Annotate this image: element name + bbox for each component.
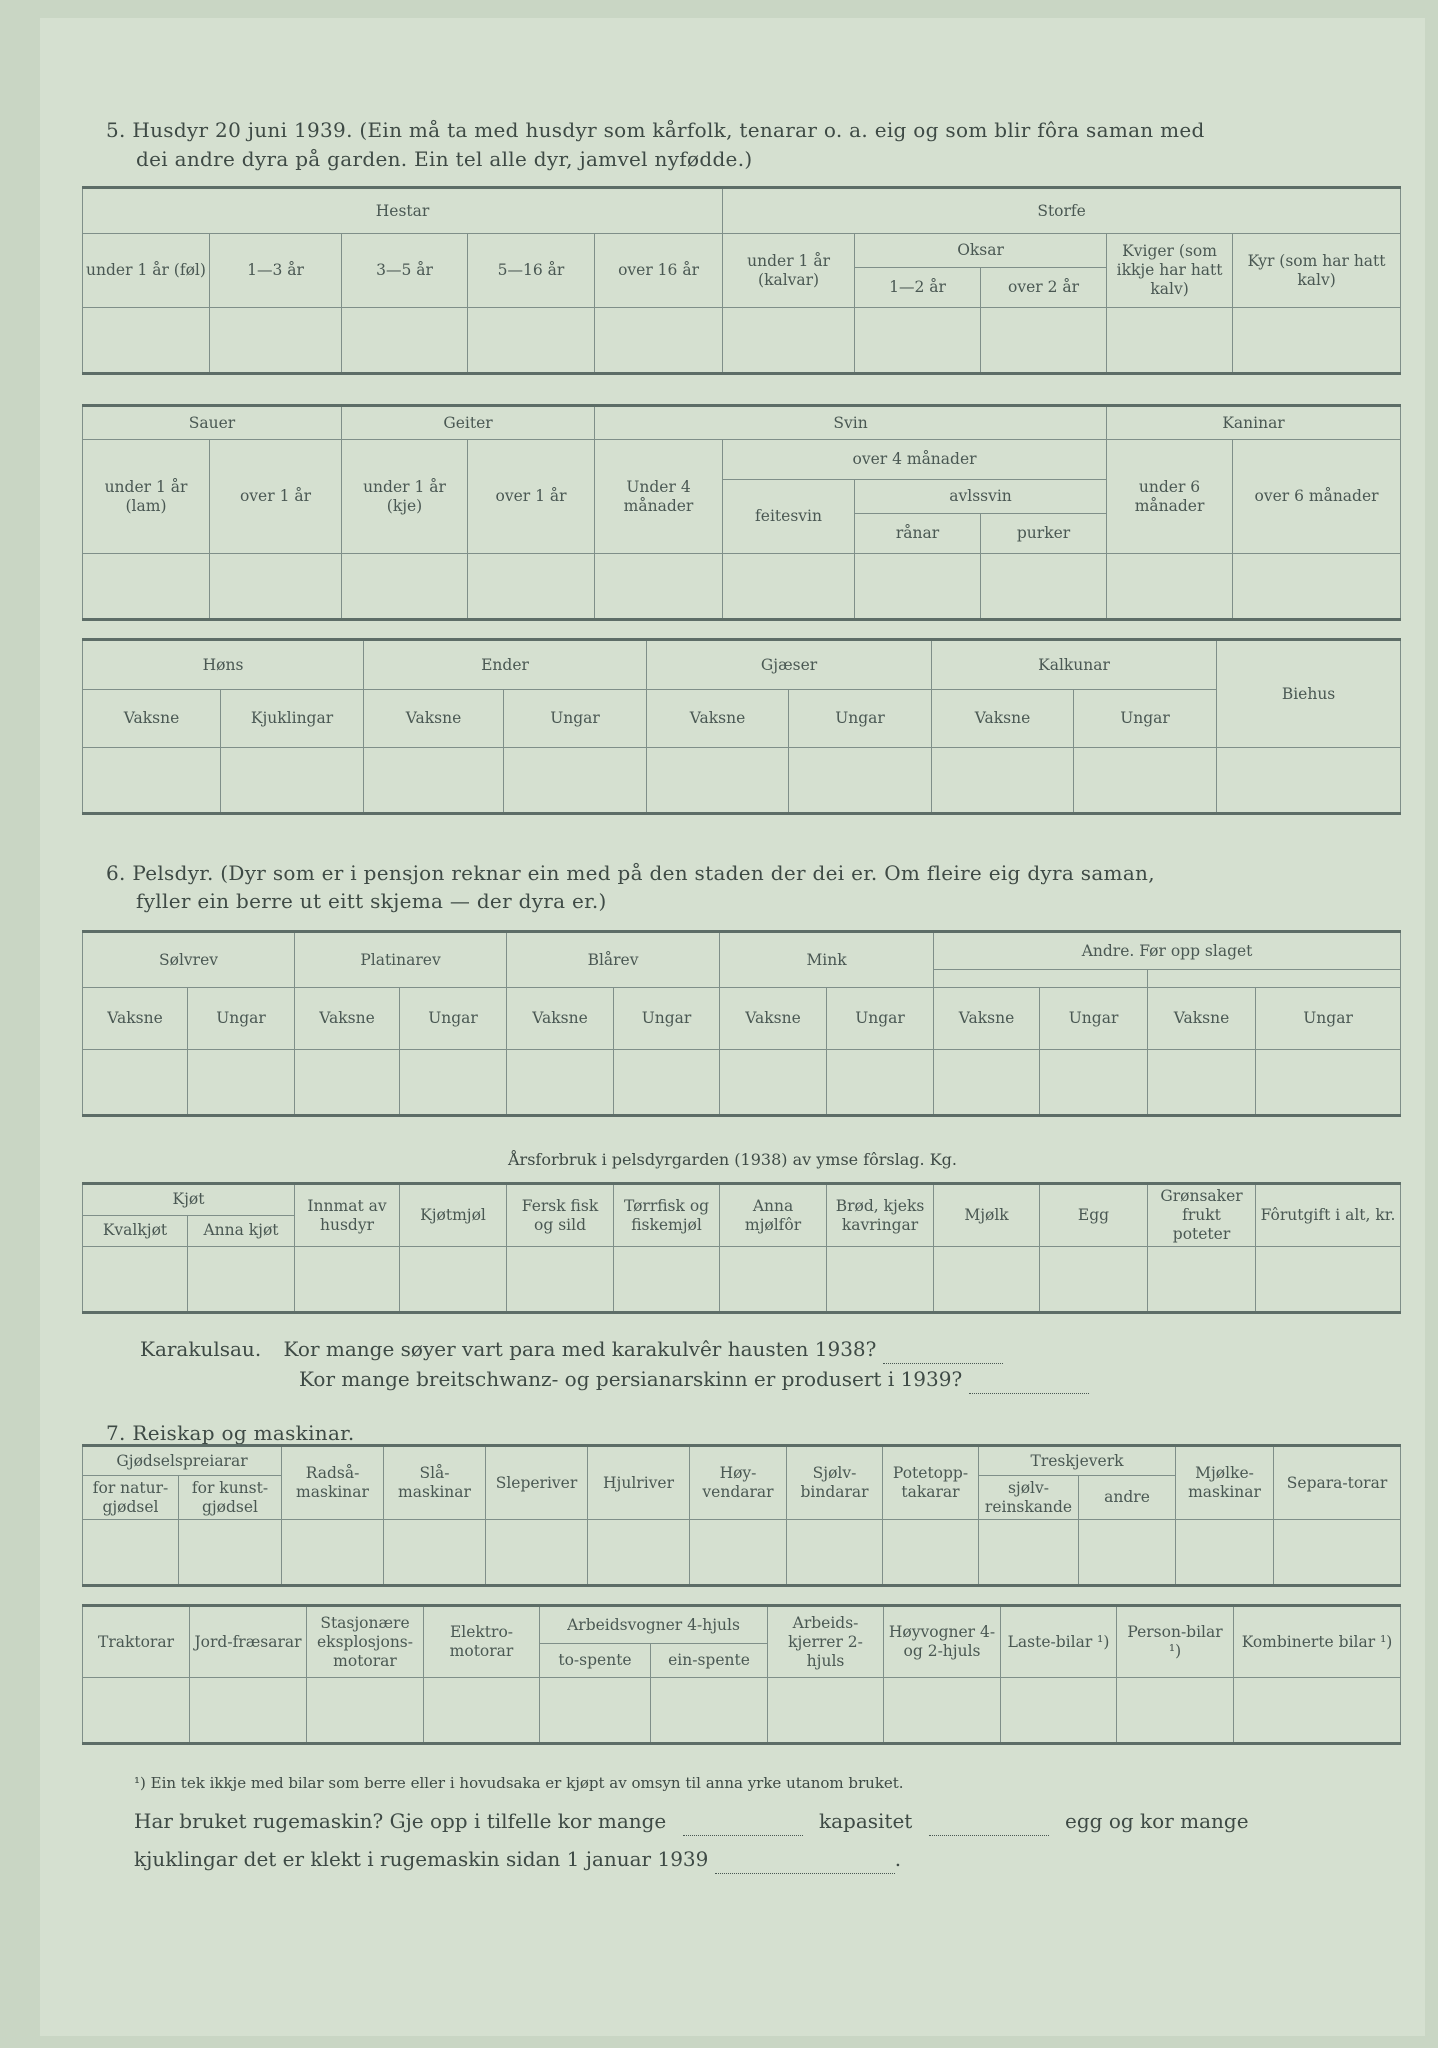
kjot-col-anna-kjot: Anna kjøt [188, 1215, 295, 1247]
kapasitet-label: kapasitet [818, 1809, 913, 1833]
andre-slag-1[interactable] [934, 970, 1148, 988]
col-radsa: Radså-maskinar [282, 1446, 384, 1520]
data-cell[interactable] [723, 554, 855, 620]
platinarev-col-ungar: Ungar [400, 988, 507, 1050]
data-cell[interactable] [1107, 308, 1233, 374]
section-6-title-line-2: fyller ein berre ut eitt skjema — der dyra er.) [136, 889, 607, 913]
col-elektromotorar: Elektro-motorar [424, 1606, 540, 1678]
kjot-col-kvalkjot: Kvalkjøt [83, 1215, 188, 1247]
data-cell[interactable] [1040, 1050, 1148, 1116]
svin-header: Svin [595, 406, 1107, 440]
solvrev-col-vaksne: Vaksne [83, 988, 188, 1050]
data-cell[interactable] [1117, 1678, 1234, 1744]
karakul-question-2: Kor mange breitschwanz- og persianarskinn er produsert i 1939? [299, 1367, 963, 1391]
oksar-col-over-2: over 2 år [981, 268, 1107, 308]
avlssvin-col-ranar: rånar [855, 514, 981, 554]
svin-over-4-header: over 4 månader [723, 440, 1107, 480]
sauer-col-lam: under 1 år (lam) [83, 440, 210, 554]
data-cell[interactable] [342, 308, 468, 374]
data-cell[interactable] [934, 1247, 1040, 1313]
data-cell[interactable] [210, 554, 342, 620]
blarev-col-vaksne: Vaksne [507, 988, 614, 1050]
kjot-header: Kjøt [83, 1184, 295, 1216]
data-cell[interactable] [400, 1247, 507, 1313]
data-cell[interactable] [307, 1678, 424, 1744]
kjuklingar-question: kjuklingar det er klekt i rugemaskin sidan 1 januar 1939 [134, 1847, 709, 1871]
feed-col-gronsaker: Grønsaker frukt poteter [1148, 1184, 1256, 1247]
data-cell[interactable] [690, 1520, 787, 1586]
data-cell[interactable] [855, 308, 981, 374]
data-cell[interactable] [827, 1050, 934, 1116]
geiter-header: Geiter [342, 406, 595, 440]
data-cell[interactable] [1079, 1520, 1176, 1586]
col-separatorar: Separa-torar [1274, 1446, 1401, 1520]
tresk-col-sjolvreinskande: sjølv-reinskande [979, 1476, 1079, 1520]
solvrev-header: Sølvrev [83, 932, 295, 988]
data-cell[interactable] [932, 748, 1074, 814]
data-cell[interactable] [720, 1247, 827, 1313]
data-cell[interactable] [1176, 1520, 1274, 1586]
data-cell[interactable] [1040, 1247, 1148, 1313]
feed-col-egg: Egg [1040, 1184, 1148, 1247]
data-cell[interactable] [364, 748, 504, 814]
karakul-line-1 [140, 1334, 1003, 1364]
data-cell[interactable] [83, 1678, 190, 1744]
data-cell[interactable] [768, 1678, 884, 1744]
data-cell[interactable] [1234, 1678, 1401, 1744]
data-cell[interactable] [507, 1050, 614, 1116]
data-cell[interactable] [384, 1520, 486, 1586]
data-cell[interactable] [83, 554, 210, 620]
section-6-title-line-1: 6. Pelsdyr. (Dyr som er i pensjon reknar ein med på den staden der dei er. Om fleire eig dyra saman, [106, 861, 1155, 885]
data-cell[interactable] [1233, 554, 1401, 620]
data-cell[interactable] [188, 1247, 295, 1313]
kaninar-col-over-6: over 6 månader [1233, 440, 1401, 554]
rugemaskin-line-2: kjuklingar det er klekt i rugemaskin sidan 1 januar 1939 . [134, 1844, 901, 1874]
karakul-answer-1[interactable] [883, 1343, 1003, 1364]
data-cell[interactable] [981, 308, 1107, 374]
data-cell[interactable] [723, 308, 855, 374]
data-cell[interactable] [282, 1520, 384, 1586]
forbruk-table [82, 1182, 1401, 1314]
data-cell[interactable] [595, 308, 723, 374]
data-cell[interactable] [424, 1678, 540, 1744]
hestar-header: Hestar [83, 188, 723, 234]
col-traktorar: Traktorar [83, 1606, 190, 1678]
census-form-page [40, 18, 1425, 2036]
data-cell[interactable] [1148, 1050, 1256, 1116]
gjaeser-header: Gjæser [647, 640, 932, 690]
forbruk-caption: Årsforbruk i pelsdyrgarden (1938) av ymse fôrslag. Kg. [508, 1150, 957, 1169]
data-cell[interactable] [210, 308, 342, 374]
reiskap-table [82, 1444, 1401, 1587]
sauer-col-over-1: over 1 år [210, 440, 342, 554]
kjuklingar-field[interactable] [715, 1853, 895, 1874]
hestar-storfe-table [82, 186, 1401, 375]
platinarev-col-vaksne: Vaksne [295, 988, 400, 1050]
hest-col-over-16: over 16 år [595, 234, 723, 308]
data-cell[interactable] [468, 308, 595, 374]
kalkunar-header: Kalkunar [932, 640, 1217, 690]
data-cell[interactable] [179, 1520, 282, 1586]
kaninar-header: Kaninar [1107, 406, 1401, 440]
hest-col-1-3: 1—3 år [210, 234, 342, 308]
vogn-col-einspente: ein-spente [651, 1644, 768, 1678]
feed-col-kjotmjol: Kjøtmjøl [400, 1184, 507, 1247]
geiter-col-kje: under 1 år (kje) [342, 440, 468, 554]
sauer-header: Sauer [83, 406, 342, 440]
data-cell[interactable] [595, 554, 723, 620]
treskjeverk-header: Treskjeverk [979, 1446, 1176, 1476]
gjodsel-col-kunst: for kunst-gjødsel [179, 1476, 282, 1520]
solvrev-col-ungar: Ungar [188, 988, 295, 1050]
col-hjulriver: Hjulriver [588, 1446, 690, 1520]
data-cell[interactable] [83, 1050, 188, 1116]
data-cell[interactable] [789, 748, 932, 814]
karakul-answer-2[interactable] [969, 1373, 1089, 1394]
arbeidsvogner-header: Arbeidsvogner 4-hjuls [540, 1606, 768, 1644]
section-7-title: 7. Reiskap og maskinar. [106, 1421, 355, 1445]
data-cell[interactable] [1148, 1247, 1256, 1313]
data-cell[interactable] [342, 554, 468, 620]
mink-header: Mink [720, 932, 934, 988]
kalkunar-col-vaksne: Vaksne [932, 690, 1074, 748]
footnote-bilar: ¹) Ein tek ikkje med bilar som berre eller i hovudsaka er kjøpt av omsyn til anna yrke utanom bruket. [134, 1774, 904, 1792]
data-cell[interactable] [83, 748, 221, 814]
egg-label: egg og kor mange [1065, 1809, 1249, 1833]
oksar-header: Oksar [855, 234, 1107, 268]
col-kombinerte: Kombinerte bilar ¹) [1234, 1606, 1401, 1678]
mink-col-vaksne: Vaksne [720, 988, 827, 1050]
gjaeser-col-vaksne: Vaksne [647, 690, 789, 748]
data-cell[interactable] [507, 1247, 614, 1313]
data-cell[interactable] [651, 1678, 768, 1744]
data-cell[interactable] [83, 1520, 179, 1586]
biehus-header: Biehus [1217, 640, 1401, 748]
section-5-title-line-1: 5. Husdyr 20 juni 1939. (Ein må ta med husdyr som kårfolk, tenarar o. a. eig og som blir fôra saman med [106, 118, 1205, 142]
storfe-col-kviger: Kviger (som ikkje har hatt kalv) [1107, 234, 1233, 308]
data-cell[interactable] [188, 1050, 295, 1116]
data-cell[interactable] [295, 1050, 400, 1116]
data-cell[interactable] [1107, 554, 1233, 620]
data-cell[interactable] [614, 1247, 720, 1313]
data-cell[interactable] [884, 1678, 1001, 1744]
data-cell[interactable] [1217, 748, 1401, 814]
gjaeser-col-ungar: Ungar [789, 690, 932, 748]
data-cell[interactable] [1001, 1678, 1117, 1744]
data-cell[interactable] [468, 554, 595, 620]
data-cell[interactable] [504, 748, 647, 814]
data-cell[interactable] [83, 1247, 188, 1313]
ender-col-vaksne: Vaksne [364, 690, 504, 748]
andre-header: Andre. Før opp slaget [934, 932, 1401, 970]
feed-col-mjolk: Mjølk [934, 1184, 1040, 1247]
col-stasjonaere: Stasjonære eksplosjons-motorar [307, 1606, 424, 1678]
kapasitet-field[interactable] [929, 1815, 1049, 1836]
storfe-header: Storfe [723, 188, 1401, 234]
col-personbilar: Person-bilar ¹) [1117, 1606, 1234, 1678]
data-cell[interactable] [827, 1247, 934, 1313]
col-hoyvendarar: Høy-vendarar [690, 1446, 787, 1520]
kalkunar-col-ungar: Ungar [1074, 690, 1217, 748]
oksar-col-1-2: 1—2 år [855, 268, 981, 308]
karakul-question-1: Kor mange søyer vart para med karakulvêr hausten 1938? [283, 1337, 877, 1361]
gjodsel-col-natur: for natur-gjødsel [83, 1476, 179, 1520]
col-potetopptakarar: Potetopp-takarar [883, 1446, 979, 1520]
feed-col-anna-mjolfor: Anna mjølfôr [720, 1184, 827, 1247]
rugemaskin-count-field[interactable] [683, 1815, 803, 1836]
data-cell[interactable] [720, 1050, 827, 1116]
col-sjolvbindarar: Sjølv-bindarar [787, 1446, 883, 1520]
feed-col-torrfisk: Tørrfisk og fiskemjøl [614, 1184, 720, 1247]
data-cell[interactable] [486, 1520, 588, 1586]
data-cell[interactable] [981, 554, 1107, 620]
hons-col-kjuklingar: Kjuklingar [221, 690, 364, 748]
data-cell[interactable] [400, 1050, 507, 1116]
blarev-col-ungar: Ungar [614, 988, 720, 1050]
col-hoyvogner: Høyvogner 4- og 2-hjuls [884, 1606, 1001, 1678]
hest-col-under-1: under 1 år (føl) [83, 234, 210, 308]
avlssvin-col-purker: purker [981, 514, 1107, 554]
hest-col-3-5: 3—5 år [342, 234, 468, 308]
data-cell[interactable] [614, 1050, 720, 1116]
sauer-geiter-svin-kaninar-table [82, 404, 1401, 621]
svin-col-under-4: Under 4 månader [595, 440, 723, 554]
col-lastebilar: Laste-bilar ¹) [1001, 1606, 1117, 1678]
data-cell[interactable] [883, 1520, 979, 1586]
rugemaskin-question: Har bruket rugemaskin? Gje opp i tilfelle kor mange [134, 1809, 667, 1833]
mink-col-ungar: Ungar [827, 988, 934, 1050]
fjorfe-table [82, 638, 1401, 815]
storfe-col-kalvar: under 1 år (kalvar) [723, 234, 855, 308]
hest-col-5-16: 5—16 år [468, 234, 595, 308]
data-cell[interactable] [1274, 1520, 1401, 1586]
andre-2-col-ungar: Ungar [1256, 988, 1401, 1050]
andre-2-col-vaksne: Vaksne [1148, 988, 1256, 1050]
avlssvin-header: avlssvin [855, 480, 1107, 514]
ender-col-ungar: Ungar [504, 690, 647, 748]
platinarev-header: Platinarev [295, 932, 507, 988]
feed-col-forutgift: Fôrutgift i alt, kr. [1256, 1184, 1401, 1247]
ender-header: Ender [364, 640, 647, 690]
data-cell[interactable] [83, 308, 210, 374]
storfe-col-kyr: Kyr (som har hatt kalv) [1233, 234, 1401, 308]
rugemaskin-line-1 [134, 1806, 1394, 1836]
section-5-title-line-2: dei andre dyra på garden. Ein tel alle dyr, jamvel nyfødde.) [136, 147, 753, 171]
feed-col-brod: Brød, kjeks kavringar [827, 1184, 934, 1247]
data-cell[interactable] [647, 748, 789, 814]
traktor-vogn-table [82, 1604, 1401, 1745]
feed-col-fersk-fisk: Fersk fisk og sild [507, 1184, 614, 1247]
data-cell[interactable] [190, 1678, 307, 1744]
col-mjolkemaskinar: Mjølke-maskinar [1176, 1446, 1274, 1520]
hons-col-vaksne: Vaksne [83, 690, 221, 748]
karakul-label: Karakulsau. [140, 1337, 262, 1361]
data-cell[interactable] [1256, 1050, 1401, 1116]
data-cell[interactable] [934, 1050, 1040, 1116]
karakul-line-2 [299, 1364, 1089, 1394]
data-cell[interactable] [979, 1520, 1079, 1586]
kaninar-col-under-6: under 6 månader [1107, 440, 1233, 554]
hons-header: Høns [83, 640, 364, 690]
col-sla: Slå-maskinar [384, 1446, 486, 1520]
data-cell[interactable] [1074, 748, 1217, 814]
col-sleperiver: Sleperiver [486, 1446, 588, 1520]
pelsdyr-table [82, 930, 1401, 1117]
tresk-col-andre: andre [1079, 1476, 1176, 1520]
data-cell[interactable] [855, 554, 981, 620]
data-cell[interactable] [221, 748, 364, 814]
col-arbeidskjerrer: Arbeids-kjerrer 2-hjuls [768, 1606, 884, 1678]
col-jordfresarar: Jord-fræsarar [190, 1606, 307, 1678]
blarev-header: Blårev [507, 932, 720, 988]
andre-slag-2[interactable] [1148, 970, 1401, 988]
data-cell[interactable] [1256, 1247, 1401, 1313]
data-cell[interactable] [1233, 308, 1401, 374]
andre-1-col-ungar: Ungar [1040, 988, 1148, 1050]
geiter-col-over-1: over 1 år [468, 440, 595, 554]
vogn-col-tospente: to-spente [540, 1644, 651, 1678]
andre-1-col-vaksne: Vaksne [934, 988, 1040, 1050]
svin-col-feitesvin: feitesvin [723, 480, 855, 554]
gjodsel-header: Gjødselspreiarar [83, 1446, 282, 1476]
feed-col-innmat: Innmat av husdyr [295, 1184, 400, 1247]
data-cell[interactable] [540, 1678, 651, 1744]
data-cell[interactable] [295, 1247, 400, 1313]
data-cell[interactable] [787, 1520, 883, 1586]
data-cell[interactable] [588, 1520, 690, 1586]
